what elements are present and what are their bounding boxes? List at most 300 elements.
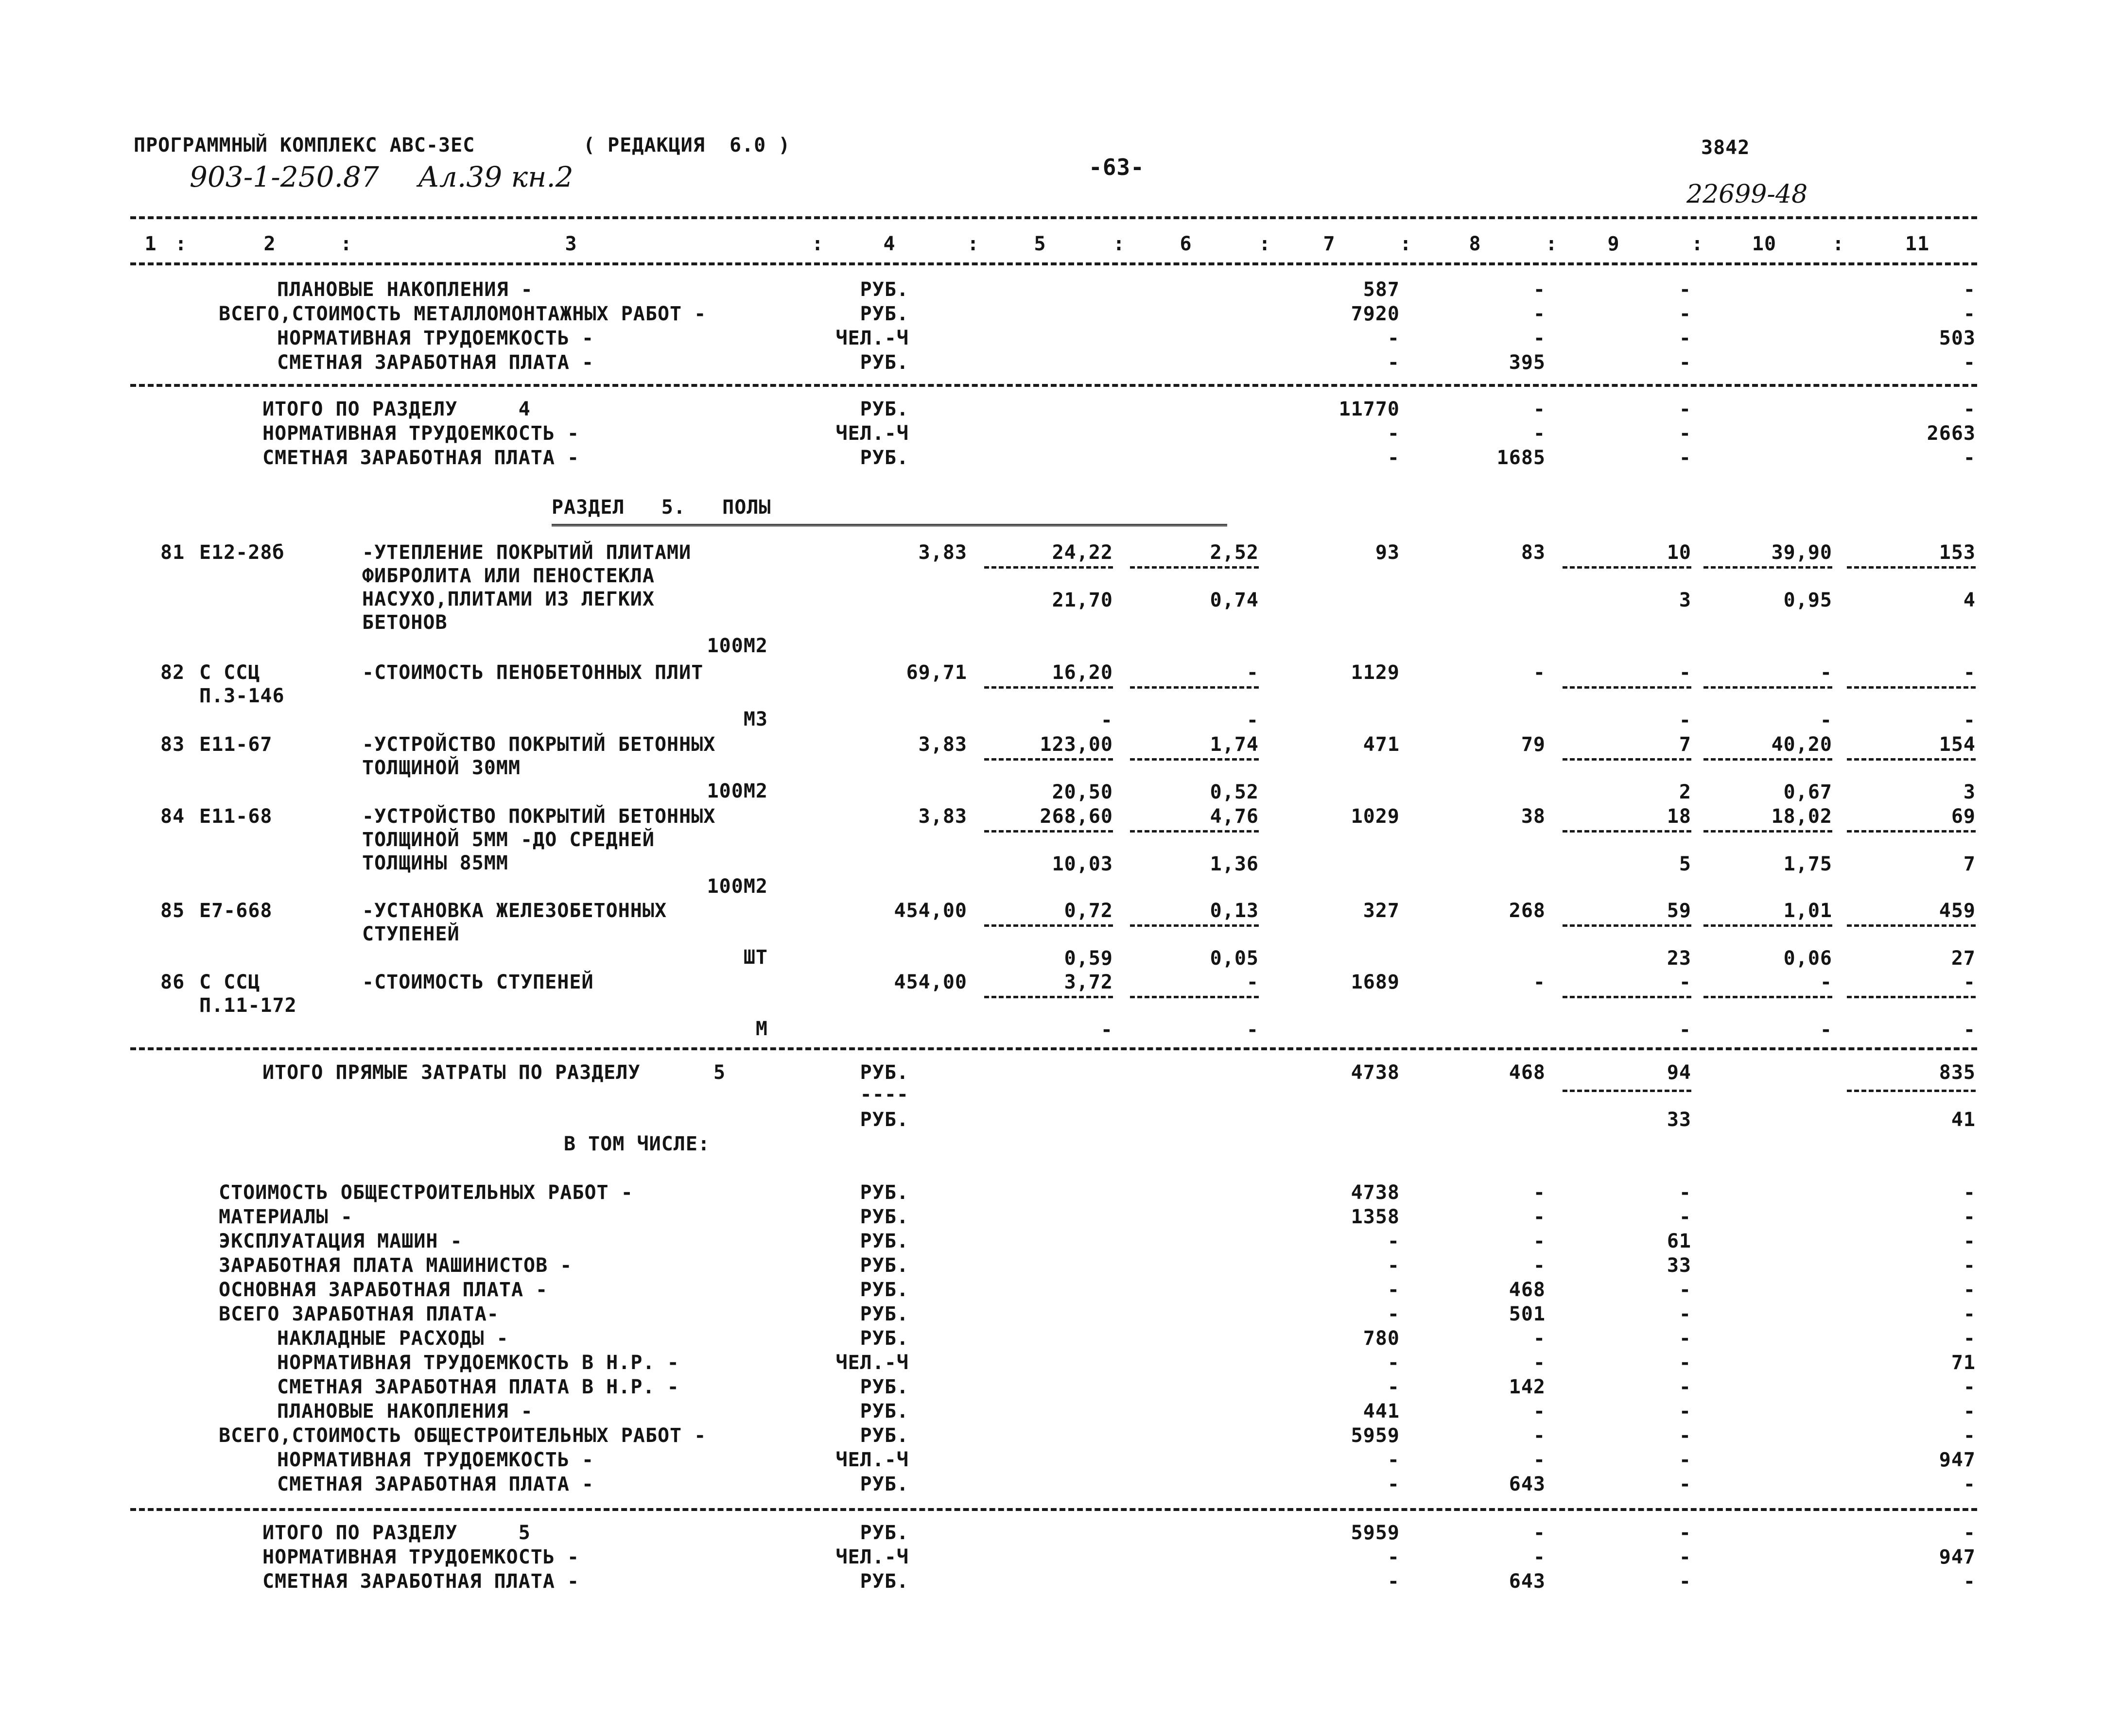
item-col11: 69 <box>1951 805 1976 828</box>
value-col11: - <box>1963 351 1976 374</box>
unit-dash: ---- <box>860 1083 909 1106</box>
column-separator: : <box>967 233 980 255</box>
value-col7: 7920 <box>1351 303 1400 325</box>
item-col11-labor: 4 <box>1963 589 1976 611</box>
value-col9: - <box>1679 422 1691 445</box>
value-col7: - <box>1387 327 1400 349</box>
item-col5-labor: 20,50 <box>1052 781 1113 803</box>
summary-label: ВСЕГО,СТОИМОСТЬ МЕТАЛЛОМОНТАЖНЫХ РАБОТ - <box>219 303 707 325</box>
value-col9: - <box>1679 1327 1691 1350</box>
rule-top <box>130 216 1977 219</box>
fraction-line-col6 <box>1130 758 1259 761</box>
edition-label: ( РЕДАКЦИЯ 6.0 ) <box>583 134 791 156</box>
document-number: 903-1-250.87 <box>190 160 379 193</box>
fraction-line-col10 <box>1703 566 1832 569</box>
summary-label: НОРМАТИВНАЯ ТРУДОЕМКОСТЬ - <box>277 1449 594 1471</box>
value-col9: - <box>1679 1303 1691 1325</box>
value-col11: - <box>1963 1327 1976 1350</box>
item-code: Е11-67 <box>199 733 273 756</box>
value-col8: 142 <box>1509 1376 1546 1398</box>
value-col9: - <box>1679 303 1691 325</box>
value-col7: - <box>1387 1376 1400 1398</box>
column-header-11: 11 <box>1905 233 1930 255</box>
value-col8: - <box>1533 1522 1546 1544</box>
column-separator: : <box>1832 233 1845 255</box>
fraction-line-col5 <box>984 924 1113 927</box>
fraction-line-col6 <box>1130 924 1259 927</box>
unit-label: РУБ. <box>860 278 909 301</box>
item-number: 84 <box>160 805 185 828</box>
column-separator: : <box>340 233 353 255</box>
value-col8: - <box>1533 327 1546 349</box>
item-col9-labor: 2 <box>1679 781 1691 803</box>
value-col9: 33 <box>1667 1254 1691 1277</box>
item-unit: 100М2 <box>707 780 768 802</box>
item-code: С ССЦ <box>199 661 261 684</box>
item-col9-labor: 3 <box>1679 589 1691 611</box>
unit-label: РУБ. <box>860 1206 909 1228</box>
item-col5-labor: 21,70 <box>1052 589 1113 611</box>
item-col5: 16,20 <box>1052 661 1113 684</box>
item-col10: 39,90 <box>1771 541 1832 564</box>
item-unit: 100М2 <box>707 635 768 657</box>
value-col9: - <box>1679 398 1691 420</box>
item-code: Е12-28б <box>199 541 285 564</box>
column-separator: : <box>1400 233 1412 255</box>
value-col8: - <box>1533 1400 1546 1423</box>
fraction-line-col11 <box>1847 924 1976 927</box>
fraction-line-col11 <box>1847 830 1976 833</box>
value-col7: 5959 <box>1351 1522 1400 1544</box>
item-col9: 7 <box>1679 733 1691 756</box>
summary-label: СМЕТНАЯ ЗАРАБОТНАЯ ПЛАТА - <box>277 1473 594 1495</box>
value-col7: 441 <box>1363 1400 1400 1423</box>
unit-label: РУБ. <box>860 447 909 469</box>
value-col9: - <box>1679 1546 1691 1568</box>
unit-label: РУБ. <box>860 1424 909 1447</box>
unit-label: ЧЕЛ.-Ч <box>835 422 909 445</box>
value-col9: - <box>1679 278 1691 301</box>
value-col7: - <box>1387 1254 1400 1277</box>
unit-label: РУБ. <box>860 1400 909 1423</box>
fraction-line-col10 <box>1703 686 1832 689</box>
value-col11: - <box>1963 278 1976 301</box>
sheet-number: 3842 <box>1701 137 1750 159</box>
value-col8: - <box>1533 303 1546 325</box>
value-col9: - <box>1679 1570 1691 1593</box>
item-unit: М3 <box>743 708 768 730</box>
summary-label: НОРМАТИВНАЯ ТРУДОЕМКОСТЬ В Н.Р. - <box>277 1352 679 1374</box>
value-col8: - <box>1533 1546 1546 1568</box>
value-col8: - <box>1533 1449 1546 1471</box>
item-col10: - <box>1820 971 1832 993</box>
item-col6: 4,76 <box>1210 805 1259 828</box>
item-col11: - <box>1963 971 1976 993</box>
direct-total-col9-labor: 33 <box>1667 1109 1691 1131</box>
value-col9: - <box>1679 1473 1691 1495</box>
value-col8: - <box>1533 278 1546 301</box>
value-col7: - <box>1387 1352 1400 1374</box>
item-col11: 154 <box>1939 733 1976 756</box>
item-col10: 1,01 <box>1783 900 1832 922</box>
value-col11: - <box>1963 1570 1976 1593</box>
item-col5: 24,22 <box>1052 541 1113 564</box>
item-description: -УСТРОЙСТВО ПОКРЫТИЙ БЕТОННЫХ <box>362 805 716 828</box>
item-col8: 38 <box>1521 805 1546 828</box>
section-title-underline <box>552 524 1227 526</box>
item-code: С ССЦ <box>199 971 261 993</box>
item-col5-labor: - <box>1100 1019 1113 1041</box>
column-separator: : <box>1259 233 1271 255</box>
value-col7: - <box>1387 1230 1400 1252</box>
value-col9: - <box>1679 1352 1691 1374</box>
item-description: ФИБРОЛИТА ИЛИ ПЕНОСТЕКЛА <box>362 565 655 587</box>
fraction-line-col10 <box>1703 758 1832 761</box>
value-col8: - <box>1533 1181 1546 1204</box>
column-header-8: 8 <box>1469 233 1481 255</box>
item-col6: - <box>1246 971 1259 993</box>
value-col9: - <box>1679 327 1691 349</box>
item-col6-labor: - <box>1246 1019 1259 1041</box>
item-col8: 83 <box>1521 541 1546 564</box>
column-header-4: 4 <box>883 233 896 255</box>
value-col8: 1685 <box>1496 447 1546 469</box>
section-title: РАЗДЕЛ 5. ПОЛЫ <box>552 496 771 519</box>
value-col11: 503 <box>1939 327 1976 349</box>
unit-label: РУБ. <box>860 1376 909 1398</box>
item-description: ТОЛЩИНОЙ 5ММ -ДО СРЕДНЕЙ <box>362 829 655 851</box>
item-number: 83 <box>160 733 185 756</box>
summary-label: НОРМАТИВНАЯ ТРУДОЕМКОСТЬ - <box>262 1546 580 1568</box>
unit-label: РУБ. <box>860 303 909 325</box>
value-col11: - <box>1963 1230 1976 1252</box>
value-col9: - <box>1679 447 1691 469</box>
item-description: -СТОИМОСТЬ ПЕНОБЕТОННЫХ ПЛИТ <box>362 661 704 684</box>
item-col11-labor: 27 <box>1951 947 1976 970</box>
direct-total-col11-labor: 41 <box>1951 1109 1976 1131</box>
column-header-1: 1 <box>144 233 157 255</box>
value-col7: 5959 <box>1351 1424 1400 1447</box>
item-col11-labor: - <box>1963 709 1976 731</box>
column-separator: : <box>1113 233 1126 255</box>
value-col7: 780 <box>1363 1327 1400 1350</box>
unit-label: РУБ. <box>860 398 909 420</box>
value-col9: - <box>1679 351 1691 374</box>
value-col8: 643 <box>1509 1570 1546 1593</box>
value-col9: - <box>1679 1400 1691 1423</box>
column-separator: : <box>175 233 188 255</box>
item-description: ТОЛЩИНЫ 85ММ <box>362 852 508 874</box>
unit-label: ЧЕЛ.-Ч <box>835 1352 909 1374</box>
item-col9-labor: - <box>1679 1019 1691 1041</box>
direct-total-col11: 835 <box>1939 1061 1976 1084</box>
value-col11: - <box>1963 1181 1976 1204</box>
unit-label: ЧЕЛ.-Ч <box>835 327 909 349</box>
value-col7: 4738 <box>1351 1181 1400 1204</box>
value-col7: - <box>1387 1473 1400 1495</box>
summary-label: ПЛАНОВЫЕ НАКОПЛЕНИЯ - <box>277 1400 533 1423</box>
column-header-2: 2 <box>263 233 276 255</box>
item-number: 81 <box>160 541 185 564</box>
item-col6-labor: 0,05 <box>1210 947 1259 970</box>
item-col9: - <box>1679 971 1691 993</box>
value-col9: - <box>1679 1522 1691 1544</box>
item-quantity: 69,71 <box>906 661 967 684</box>
item-col9-labor: 23 <box>1667 947 1691 970</box>
item-col6: 2,52 <box>1210 541 1259 564</box>
item-col10: 40,20 <box>1771 733 1832 756</box>
summary-label: НОРМАТИВНАЯ ТРУДОЕМКОСТЬ - <box>277 327 594 349</box>
item-description: -УТЕПЛЕНИЕ ПОКРЫТИЙ ПЛИТАМИ <box>362 541 692 564</box>
column-separator: : <box>1691 233 1704 255</box>
item-number: 86 <box>160 971 185 993</box>
fraction-line-col6 <box>1130 566 1259 569</box>
value-col7: - <box>1387 447 1400 469</box>
value-col8: 468 <box>1509 1279 1546 1301</box>
column-header-9: 9 <box>1607 233 1620 255</box>
unit-label: РУБ. <box>860 1473 909 1495</box>
item-col7: 327 <box>1363 900 1400 922</box>
item-number: 82 <box>160 661 185 684</box>
item-quantity: 454,00 <box>894 900 967 922</box>
value-col7: - <box>1387 1449 1400 1471</box>
value-col11: 71 <box>1951 1352 1976 1374</box>
value-col8: - <box>1533 1424 1546 1447</box>
item-col5-labor: 0,59 <box>1064 947 1113 970</box>
summary-label: ПЛАНОВЫЕ НАКОПЛЕНИЯ - <box>277 278 533 301</box>
unit-label: РУБ. <box>860 1061 909 1084</box>
item-unit: М <box>755 1018 768 1040</box>
item-description: СТУПЕНЕЙ <box>362 923 460 945</box>
value-col11: - <box>1963 1473 1976 1495</box>
unit-label: РУБ. <box>860 351 909 374</box>
value-col8: - <box>1533 422 1546 445</box>
item-col5-labor: 10,03 <box>1052 853 1113 875</box>
item-description: НАСУХО,ПЛИТАМИ ИЗ ЛЕГКИХ <box>362 588 655 610</box>
item-col6-labor: 1,36 <box>1210 853 1259 875</box>
item-col11-labor: 3 <box>1963 781 1976 803</box>
item-quantity: 3,83 <box>918 733 967 756</box>
column-header-10: 10 <box>1752 233 1777 255</box>
item-description: -УСТРОЙСТВО ПОКРЫТИЙ БЕТОННЫХ <box>362 733 716 756</box>
summary-label: ВСЕГО,СТОИМОСТЬ ОБЩЕСТРОИТЕЛЬНЫХ РАБОТ - <box>219 1424 707 1447</box>
value-col7: 587 <box>1363 278 1400 301</box>
item-col8: - <box>1533 661 1546 684</box>
fraction-line-col11 <box>1847 566 1976 569</box>
item-col7: 1029 <box>1351 805 1400 828</box>
including-heading: В ТОМ ЧИСЛЕ: <box>564 1133 710 1155</box>
unit-label: ЧЕЛ.-Ч <box>835 1546 909 1568</box>
value-col7: 11770 <box>1338 398 1400 420</box>
summary-label: СМЕТНАЯ ЗАРАБОТНАЯ ПЛАТА В Н.Р. - <box>277 1376 679 1398</box>
item-col10-labor: - <box>1820 1019 1832 1041</box>
item-col5-labor: - <box>1100 709 1113 731</box>
fraction-line-col5 <box>984 996 1113 998</box>
unit-label: РУБ. <box>860 1522 909 1544</box>
item-col7: 93 <box>1375 541 1400 564</box>
item-description: -УСТАНОВКА ЖЕЛЕЗОБЕТОННЫХ <box>362 900 667 922</box>
unit-label: РУБ. <box>860 1230 909 1252</box>
value-col11: - <box>1963 1279 1976 1301</box>
fraction-line-col10 <box>1703 996 1832 998</box>
item-col11-labor: 7 <box>1963 853 1976 875</box>
value-col11: 947 <box>1939 1449 1976 1471</box>
summary-label: НАКЛАДНЫЕ РАСХОДЫ - <box>277 1327 509 1350</box>
unit-label: ЧЕЛ.-Ч <box>835 1449 909 1471</box>
value-col7: - <box>1387 1279 1400 1301</box>
item-col9-labor: - <box>1679 709 1691 731</box>
rule-before-direct-total <box>130 1047 1977 1050</box>
value-col8: - <box>1533 1327 1546 1350</box>
item-col9: 18 <box>1667 805 1691 828</box>
unit-label: РУБ. <box>860 1254 909 1277</box>
column-header-5: 5 <box>1034 233 1046 255</box>
value-col11: - <box>1963 1206 1976 1228</box>
rule-before-section4-total <box>130 384 1977 387</box>
item-col6-labor: 0,74 <box>1210 589 1259 611</box>
item-description: БЕТОНОВ <box>362 611 448 634</box>
item-col11: 153 <box>1939 541 1976 564</box>
item-col10: - <box>1820 661 1832 684</box>
summary-label: СМЕТНАЯ ЗАРАБОТНАЯ ПЛАТА - <box>262 447 580 469</box>
item-col10-labor: 0,06 <box>1783 947 1832 970</box>
item-code: П.3-146 <box>199 685 285 707</box>
item-code: Е11-68 <box>199 805 273 828</box>
item-description: -СТОИМОСТЬ СТУПЕНЕЙ <box>362 971 594 993</box>
value-col11: - <box>1963 1254 1976 1277</box>
value-col8: 643 <box>1509 1473 1546 1495</box>
value-col9: - <box>1679 1376 1691 1398</box>
fraction-line-col9 <box>1563 686 1691 689</box>
item-col5: 268,60 <box>1040 805 1113 828</box>
fraction-line-col5 <box>984 566 1113 569</box>
summary-label: ИТОГО ПО РАЗДЕЛУ 5 <box>262 1522 531 1544</box>
fraction-line-col9 <box>1563 830 1691 833</box>
value-col7: - <box>1387 1303 1400 1325</box>
value-col11: 2663 <box>1927 422 1976 445</box>
value-col7: - <box>1387 1570 1400 1593</box>
value-col8: - <box>1533 1352 1546 1374</box>
item-col6: 1,74 <box>1210 733 1259 756</box>
item-unit: ШТ <box>743 946 768 969</box>
item-col6: - <box>1246 661 1259 684</box>
fraction-line-col9 <box>1563 1090 1691 1092</box>
value-col11: - <box>1963 447 1976 469</box>
value-col7: 1358 <box>1351 1206 1400 1228</box>
value-col9: 61 <box>1667 1230 1691 1252</box>
unit-label: РУБ. <box>860 1181 909 1204</box>
summary-label: СМЕТНАЯ ЗАРАБОТНАЯ ПЛАТА - <box>277 351 594 374</box>
item-col7: 1129 <box>1351 661 1400 684</box>
summary-label: ЗАРАБОТНАЯ ПЛАТА МАШИНИСТОВ - <box>219 1254 573 1277</box>
item-code: Е7-668 <box>199 900 273 922</box>
summary-label: ЭКСПЛУАТАЦИЯ МАШИН - <box>219 1230 463 1252</box>
value-col11: - <box>1963 303 1976 325</box>
item-code: П.11-172 <box>199 994 297 1017</box>
value-col8: - <box>1533 1206 1546 1228</box>
unit-label: РУБ. <box>860 1303 909 1325</box>
fraction-line-col5 <box>984 758 1113 761</box>
summary-label: МАТЕРИАЛЫ - <box>219 1206 353 1228</box>
value-col9: - <box>1679 1206 1691 1228</box>
column-separator: : <box>812 233 824 255</box>
direct-total-col8: 468 <box>1509 1061 1546 1084</box>
summary-label: СТОИМОСТЬ ОБЩЕСТРОИТЕЛЬНЫХ РАБОТ - <box>219 1181 633 1204</box>
item-quantity: 3,83 <box>918 541 967 564</box>
item-col10: 18,02 <box>1771 805 1832 828</box>
fraction-line-col9 <box>1563 566 1691 569</box>
value-col8: - <box>1533 398 1546 420</box>
summary-label: ВСЕГО ЗАРАБОТНАЯ ПЛАТА- <box>219 1303 499 1325</box>
value-col8: 501 <box>1509 1303 1546 1325</box>
item-col9: 10 <box>1667 541 1691 564</box>
summary-label: ОСНОВНАЯ ЗАРАБОТНАЯ ПЛАТА - <box>219 1279 548 1301</box>
fraction-line-col10 <box>1703 924 1832 927</box>
value-col7: - <box>1387 1546 1400 1568</box>
item-col10-labor: 1,75 <box>1783 853 1832 875</box>
item-quantity: 454,00 <box>894 971 967 993</box>
fraction-line-col5 <box>984 830 1113 833</box>
value-col11: - <box>1963 398 1976 420</box>
value-col11: - <box>1963 1376 1976 1398</box>
direct-total-col7: 4738 <box>1351 1061 1400 1084</box>
fraction-line-col9 <box>1563 924 1691 927</box>
item-col10-labor: 0,67 <box>1783 781 1832 803</box>
value-col9: - <box>1679 1449 1691 1471</box>
item-col10-labor: - <box>1820 709 1832 731</box>
value-col11: - <box>1963 1400 1976 1423</box>
column-separator: : <box>1546 233 1558 255</box>
rule-under-header <box>130 262 1977 265</box>
value-col9: - <box>1679 1424 1691 1447</box>
value-col8: - <box>1533 1254 1546 1277</box>
item-description: ТОЛЩИНОЙ 30ММ <box>362 757 521 779</box>
fraction-line-col5 <box>984 686 1113 689</box>
item-col10-labor: 0,95 <box>1783 589 1832 611</box>
item-col5: 3,72 <box>1064 971 1113 993</box>
value-col11: 947 <box>1939 1546 1976 1568</box>
item-col6-labor: 0,52 <box>1210 781 1259 803</box>
unit-label: РУБ. <box>860 1279 909 1301</box>
item-col11: 459 <box>1939 900 1976 922</box>
item-col7: 1689 <box>1351 971 1400 993</box>
fraction-line-col9 <box>1563 996 1691 998</box>
fraction-line-col6 <box>1130 686 1259 689</box>
value-col11: - <box>1963 1522 1976 1544</box>
column-header-6: 6 <box>1180 233 1192 255</box>
fraction-line-col10 <box>1703 830 1832 833</box>
column-header-3: 3 <box>565 233 577 255</box>
item-col11: - <box>1963 661 1976 684</box>
item-col5: 0,72 <box>1064 900 1113 922</box>
item-col11-labor: - <box>1963 1019 1976 1041</box>
item-col7: 471 <box>1363 733 1400 756</box>
column-header-7: 7 <box>1323 233 1336 255</box>
value-col9: - <box>1679 1279 1691 1301</box>
value-col11: - <box>1963 1424 1976 1447</box>
item-col5: 123,00 <box>1040 733 1113 756</box>
page-number: -63- <box>1089 154 1145 180</box>
summary-label: СМЕТНАЯ ЗАРАБОТНАЯ ПЛАТА - <box>262 1570 580 1593</box>
value-col11: - <box>1963 1303 1976 1325</box>
unit-label: РУБ. <box>860 1570 909 1593</box>
summary-label: НОРМАТИВНАЯ ТРУДОЕМКОСТЬ - <box>262 422 580 445</box>
fraction-line-col6 <box>1130 996 1259 998</box>
item-col6: 0,13 <box>1210 900 1259 922</box>
unit-label: РУБ. <box>860 1109 909 1131</box>
value-col8: - <box>1533 1230 1546 1252</box>
fraction-line-col6 <box>1130 830 1259 833</box>
